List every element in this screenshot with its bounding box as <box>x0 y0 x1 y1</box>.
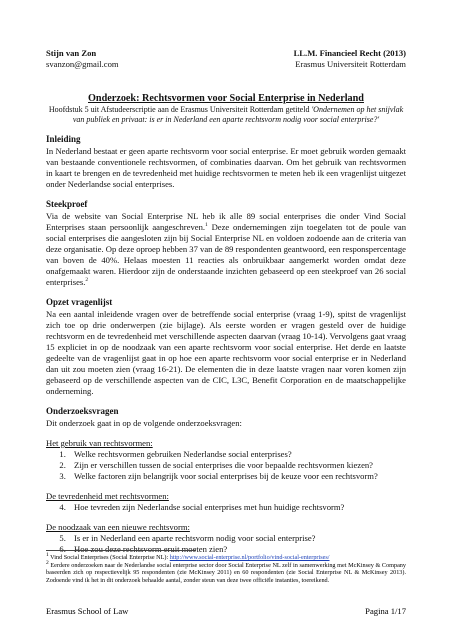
paragraph-inleiding: In Nederland bestaat er geen aparte rechtsvorm voor social enterprise. Er moet gebruik worden gemaakt van bestaande conventionele rechtsvormen, of combinaties daarvan. Om het gebruik van rechtsvormen in kaart te brengen en de tevredenheid met huidige rechtsvormen te meten heb ik een vragenlijst uitgezet onder Nederlandse social enterprises. <box>46 146 406 189</box>
steekproef-text-a: Via de website van Social Enterprise NL heb ik alle 89 social enterprises die onder Vind Social Enterprises staan persoonlijk aangeschreven. <box>46 211 406 232</box>
question-item: 6. Hoe zou deze rechtsvorm eruit moeten zien? <box>68 544 406 555</box>
question-item: 2. Zijn er verschillen tussen de social enterprises die voor bepaalde rechtsvormen kiezen? <box>68 460 406 471</box>
footnote-2-number: 2 <box>46 559 49 566</box>
degree: LL.M. Financieel Recht (2013) <box>293 48 406 58</box>
question-item: 5. Is er in Nederland een aparte rechtsvorm nodig voor social enterprise? <box>68 533 406 544</box>
affiliation-block <box>294 48 406 70</box>
question-item: 1. Welke rechtsvormen gebruiken Nederlandse social enterprises? <box>68 449 406 460</box>
page-number: Pagina 1/17 <box>365 606 406 616</box>
paragraph-steekproef <box>46 211 406 288</box>
question-group-label: De tevredenheid met rechtsvormen: <box>46 491 169 501</box>
footnote-1 <box>46 551 406 562</box>
question-list <box>46 533 406 555</box>
question-list <box>46 449 406 482</box>
question-list <box>46 502 406 513</box>
question-item: 4. Hoe tevreden zijn Nederlandse social enterprises met hun huidige rechtsvorm? <box>68 502 406 513</box>
footnote-ref-2[interactable]: 2 <box>85 277 89 284</box>
author-name: Stijn van Zon <box>46 48 97 58</box>
footnote-2-text: Eerdere onderzoeken naar de Nederlandse social enterprise sector door Social Enterprise NL zelf in samenwerking met McKinsey & Company baseerden zich op respectievelijk 95 respondenten (zie McKinsey 2011) en 60 respondenten (zie Social Enterprise NL & McKinsey 2013). Zodoende vind ik het in dit onderzoek behaalde aantal, zonder steun van deze twee officiële instanties, toereikend. <box>46 561 406 584</box>
paragraph-vragenlijst: Na een aantal inleidende vragen over de betreffende social enterprise (vraag 1-9), spitst de vragenlijst zich toe op drie onderwerpen (zie bijlage). Als eerste worden er vragen gesteld over de huidige rechtsvorm en de tevredenheid met verschillende aspecten daarvan (vraag 10-14). Vervolgens gaat vraag 15 expliciet in op de noodzaak van een aparte rechtsvorm voor social enterprise. Het derde en laatste gedeelte van de vragenlijst gaat in op hoe een aparte rechtsvorm voor social enterprise er in Nederland dan uit zou moeten zien (vraag 16-21). De elementen die in deze laatste vragen naar voren komen zijn gebaseerd op de verschillende aspecten van de CIC, L3C, Benefit Corporation en de maatschappelijke onderneming. <box>46 309 406 396</box>
document-subtitle <box>46 105 406 125</box>
footnote-1-link[interactable]: http://www.social-enterprise.nl/portfolio/vind-social-enterprises/ <box>169 554 330 561</box>
heading-vragenlijst: Opzet vragenlijst <box>46 297 113 307</box>
document-header <box>46 48 406 70</box>
footnote-1-number: 1 <box>46 551 49 558</box>
footer-school: Erasmus School of Law <box>46 606 129 616</box>
question-group-label: De noodzaak van een nieuwe rechtsvorm: <box>46 522 190 532</box>
author-email: svanzon@gmail.com <box>46 59 119 69</box>
university: Erasmus Universiteit Rotterdam <box>295 59 406 69</box>
steekproef-text-b: Deze ondernemingen zijn toegelaten tot de poule van social enterprises die aangesloten zijn bij Social Enterprise NL en voldoen zodoende aan de criteria van deze organisatie. Op deze oproep hebben 37 van de 89 respondenten geantwoord, een responspercentage van boven de 40%. Helaas moesten 11 reacties als onbruikbaar aangemerkt worden omdat deze onafgemaakt waren. Hierdoor zijn de onderstaande inzichten gebaseerd op een steekproef van 26 social enterprises. <box>46 222 406 287</box>
footnote-ref-1[interactable]: 1 <box>205 222 208 229</box>
question-item: 3. Welke factoren zijn belangrijk voor social enterprises bij de keuze voor een rechtsvorm? <box>68 471 406 482</box>
footnote-2 <box>46 559 406 585</box>
subtitle-lead: Hoofdstuk 5 uit Afstudeerscriptie aan de Erasmus Universiteit Rotterdam getiteld <box>48 105 312 114</box>
question-group <box>46 491 406 513</box>
subtitle-thesis-title: 'Ondernemen op het snijvlak van publiek en privaat: is er in Nederland een aparte rechtsvorm nodig voor social enterprise?' <box>72 105 404 124</box>
footnotes <box>46 551 406 584</box>
document-title: Onderzoek: Rechtsvormen voor Social Enterprise in Nederland <box>88 93 364 104</box>
footnote-1-text: Vind Social Enterprises (Social Enterprise NL): <box>48 554 170 561</box>
author-block <box>46 48 119 70</box>
onderzoeksvragen-intro: Dit onderzoek gaat in op de volgende onderzoeksvragen: <box>46 418 242 428</box>
heading-inleiding: Inleiding <box>46 134 81 144</box>
heading-onderzoeksvragen: Onderzoeksvragen <box>46 406 119 416</box>
footnote-separator <box>46 550 196 551</box>
heading-steekproef: Steekproef <box>46 199 88 209</box>
question-group-label: Het gebruik van rechtsvormen: <box>46 438 153 448</box>
question-group <box>46 438 406 482</box>
page-footer <box>46 606 406 616</box>
